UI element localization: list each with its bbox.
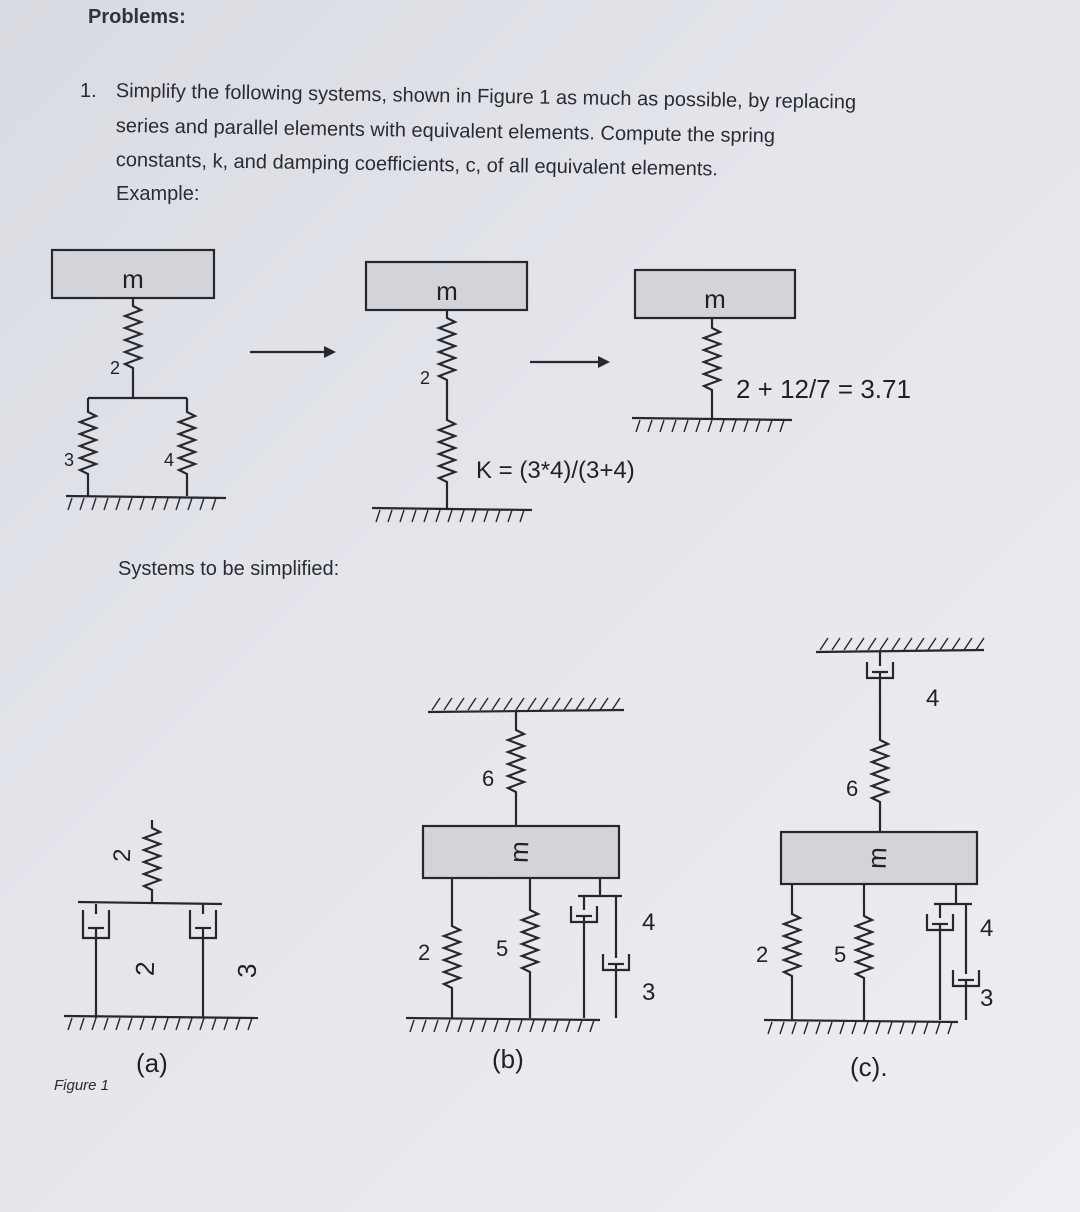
mass-label: m: [704, 284, 726, 314]
example-stage-3: [632, 270, 911, 432]
damper-a-left: [83, 904, 109, 1018]
spring-b-mid: [522, 878, 538, 1018]
problem-line-2: series and parallel elements with equivalent elements. Compute the spring: [115, 115, 776, 148]
arrow-right-icon: [250, 346, 336, 358]
spring-c-top: [872, 690, 888, 832]
arrow-right-icon: [530, 356, 610, 368]
spring-left-3: [64, 398, 96, 496]
example-mass-1: [52, 250, 214, 298]
spring-left-label: 3: [64, 450, 75, 470]
damper-c-right-top: [927, 904, 953, 942]
system-a-label: (a): [136, 1048, 168, 1078]
spring-top-label: 2: [110, 358, 121, 378]
damper-b-bottom-label: 3: [642, 979, 656, 1006]
spring-c-mid-label: 5: [834, 942, 847, 967]
spring-c-left-label: 2: [756, 942, 769, 967]
spring-b-left: [444, 878, 460, 1018]
spring-series: [439, 310, 455, 508]
spring-top-label: 2: [420, 368, 431, 388]
system-b-label: (b): [492, 1044, 524, 1074]
damper-b-top: [571, 896, 597, 934]
problem-line-1: Simplify the following systems, shown in Figure 1 as much as possible, by replacing: [115, 80, 857, 114]
system-c-label: (c).: [850, 1052, 888, 1082]
mass-b-label: m: [503, 840, 535, 864]
spring-b-left-label: 2: [418, 940, 431, 965]
system-c: [756, 638, 993, 1082]
damper-a-right: [190, 904, 216, 1018]
mass-c-label: m: [861, 846, 893, 870]
spring-c-mid: [856, 884, 872, 1020]
spring-c-left: [784, 884, 800, 1020]
system-a: [64, 820, 262, 1078]
example-mass-3: [635, 270, 795, 318]
mass-c: [781, 832, 977, 884]
systems-subheading: Systems to be simplified:: [118, 558, 340, 580]
page-heading: Problems:: [88, 6, 186, 28]
damper-a-right-label: 3: [231, 962, 263, 979]
mass-label: m: [122, 264, 144, 294]
spring-right-label: 4: [164, 450, 175, 470]
damper-b-top-label: 4: [642, 909, 656, 936]
example-stage-2: [366, 262, 635, 522]
damper-c-top-right-label: 4: [980, 915, 994, 942]
system-b: [406, 698, 655, 1074]
mass-b: [423, 826, 619, 878]
mass-label: m: [436, 276, 458, 306]
spring-c-top-label: 6: [846, 776, 859, 801]
damper-c-top-label: 4: [926, 685, 940, 712]
equivalent-result: 2 + 12/7 = 3.71: [736, 374, 911, 404]
problem-line-3: constants, k, and damping coefficients, c, of all equivalent elements.: [115, 149, 719, 181]
spring-right-4: [164, 398, 195, 496]
damper-c-top: [867, 652, 893, 690]
spring-b-top: [508, 712, 524, 826]
spring-a-label: 2: [108, 848, 137, 863]
spring-equivalent: [704, 318, 720, 418]
spring-b-top-label: 6: [482, 766, 495, 791]
damper-a-left-label: 2: [129, 960, 161, 977]
figure-label: Figure 1: [54, 1077, 110, 1094]
damper-c-right-bottom: [953, 960, 979, 998]
problem-example-label: Example:: [116, 183, 200, 205]
example-mass-2: [366, 262, 527, 310]
spring-top-2: [110, 298, 141, 398]
spring-a: [144, 820, 160, 902]
equivalent-formula: K = (3*4)/(3+4): [476, 457, 635, 484]
problem-number: 1.: [80, 80, 97, 102]
damper-c-bottom-right-label: 3: [980, 985, 994, 1012]
spring-b-mid-label: 5: [496, 936, 509, 961]
damper-b-bottom: [603, 944, 629, 982]
example-stage-1: [52, 250, 226, 510]
